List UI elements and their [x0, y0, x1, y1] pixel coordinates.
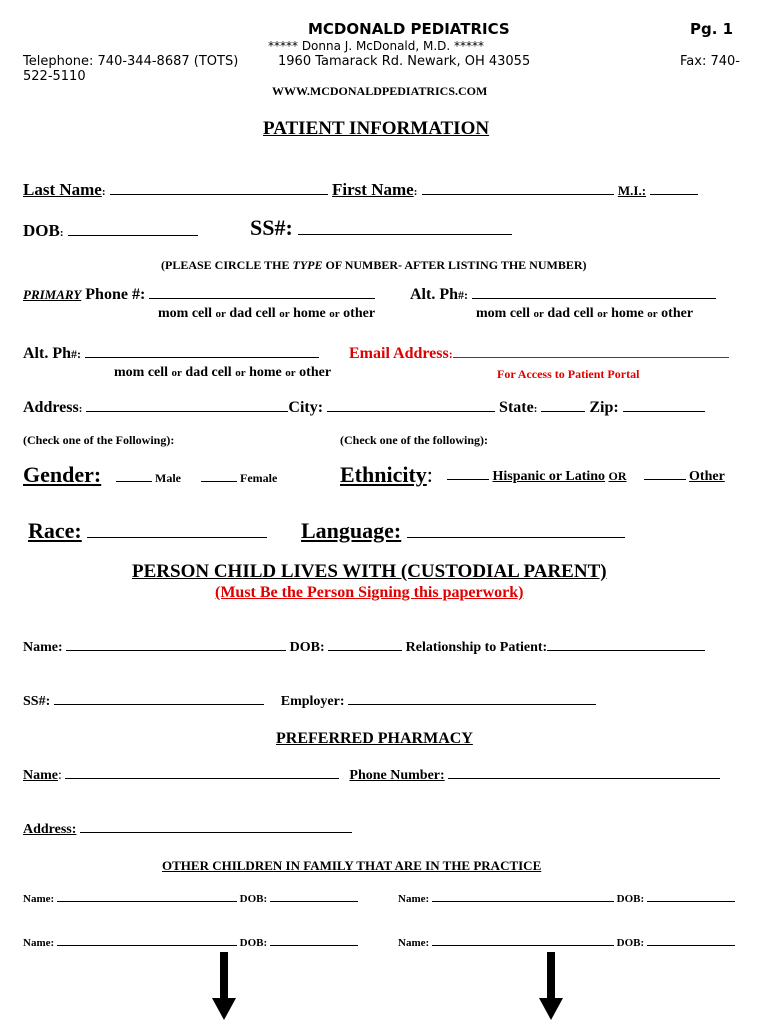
- down-arrow-icon: [539, 952, 563, 1022]
- ethnicity-group: Ethnicity:: [340, 462, 433, 487]
- city-label: City:: [288, 399, 324, 416]
- ss-group: [250, 215, 512, 241]
- email-note: For Access to Patient Portal: [497, 367, 640, 381]
- custodial-ss-field[interactable]: [54, 703, 264, 705]
- primary-phone-field[interactable]: [149, 297, 375, 299]
- other-ethnicity-checkbox[interactable]: [644, 478, 686, 480]
- gender-options: [116, 471, 277, 486]
- alt-phone-2-label: Alt. Ph: [23, 345, 71, 362]
- custodial-ss-row: [23, 694, 596, 710]
- pharmacy-address-field[interactable]: [80, 831, 352, 833]
- pharmacy-phone-field[interactable]: [448, 777, 720, 779]
- first-name-field[interactable]: [422, 193, 614, 195]
- child-2-dob-field[interactable]: [647, 900, 735, 902]
- hispanic-checkbox[interactable]: [447, 478, 489, 480]
- custodial-dob-label: DOB:: [289, 640, 325, 655]
- alt-phone-2-group: Alt. Ph#:: [23, 345, 319, 363]
- child-4-dob-field[interactable]: [647, 944, 735, 946]
- first-name-colon: :: [413, 186, 418, 198]
- race-label: Race:: [28, 518, 82, 543]
- child-2-row: [398, 893, 735, 905]
- dob-field[interactable]: [68, 234, 198, 236]
- pharmacy-name-field[interactable]: [65, 777, 339, 779]
- last-name-colon: :: [101, 186, 106, 198]
- pharmacy-address-label: Address:: [23, 822, 77, 837]
- address-label: Address: [23, 399, 79, 416]
- email-label: Email Address: [349, 345, 449, 362]
- custodial-dob-field[interactable]: [328, 649, 402, 651]
- primary-phone-types[interactable]: mom cell or dad cell or home or other: [158, 306, 376, 321]
- email-field[interactable]: [453, 356, 729, 358]
- alt-phone-1-group: Alt. Ph#:: [410, 286, 716, 304]
- state-label: State: [499, 399, 534, 416]
- child-2-name-field[interactable]: [432, 900, 614, 902]
- pharmacy-heading: PREFERRED PHARMACY: [276, 730, 473, 747]
- gender-label: Gender:: [23, 462, 102, 487]
- dob-label: DOB: [23, 221, 60, 240]
- alt-phone-2-field[interactable]: [85, 356, 319, 358]
- ethnicity-label: Ethnicity: [340, 462, 427, 487]
- ethnicity-options: [447, 469, 725, 485]
- male-checkbox[interactable]: [116, 480, 152, 482]
- alt-phone-label: Alt. Ph: [410, 286, 458, 303]
- language-group: [301, 518, 625, 544]
- zip-label: Zip:: [589, 399, 619, 416]
- fax: Fax: 740-: [680, 54, 740, 69]
- state-field[interactable]: [541, 410, 585, 412]
- child-name-label: Name:: [23, 937, 55, 949]
- practice-name: MCDONALD PEDIATRICS: [308, 20, 510, 38]
- last-name-row: [23, 180, 698, 200]
- language-field[interactable]: [407, 536, 625, 538]
- page-title: PATIENT INFORMATION: [263, 118, 490, 139]
- doctor-name: ***** Donna J. McDonald, M.D. *****: [268, 39, 485, 53]
- zip-field[interactable]: [623, 410, 705, 412]
- race-group: [28, 518, 267, 544]
- child-1-row: [23, 893, 358, 905]
- dob-colon: :: [59, 227, 64, 239]
- children-heading: OTHER CHILDREN IN FAMILY THAT ARE IN THE PRACTICE: [162, 858, 542, 873]
- gender-group: [23, 462, 101, 488]
- last-name-field[interactable]: [110, 193, 328, 195]
- mi-field[interactable]: [650, 193, 698, 195]
- ethnicity-instructions: (Check one of the following):: [340, 433, 488, 447]
- female-checkbox[interactable]: [201, 480, 237, 482]
- ss-field[interactable]: [298, 233, 512, 235]
- employer-label: Employer:: [280, 694, 345, 709]
- child-name-label: Name:: [23, 893, 55, 905]
- alt-phone-2-types[interactable]: mom cell or dad cell or home or other: [114, 365, 332, 380]
- practice-address: 1960 Tamarack Rd. Newark, OH 43055: [278, 54, 531, 69]
- male-label: Male: [155, 471, 181, 485]
- alt-phone-1-field[interactable]: [472, 297, 716, 299]
- first-name-label: First Name: [332, 180, 414, 199]
- city-field[interactable]: [327, 410, 495, 412]
- child-4-name-field[interactable]: [432, 944, 614, 946]
- website: WWW.MCDONALDPEDIATRICS.COM: [272, 84, 488, 98]
- child-dob-label: DOB:: [239, 937, 268, 949]
- child-dob-label: DOB:: [239, 893, 268, 905]
- child-3-name-field[interactable]: [57, 944, 237, 946]
- custodial-name-label: Name:: [23, 640, 63, 655]
- address-row: Address: City: State: Zip:: [23, 399, 705, 417]
- custodial-heading: PERSON CHILD LIVES WITH (CUSTODIAL PARENT): [132, 561, 607, 582]
- page-number: Pg. 1: [690, 20, 734, 38]
- child-name-label: Name:: [398, 893, 430, 905]
- primary-phone-group: [23, 286, 375, 304]
- hispanic-label: Hispanic or Latino: [492, 469, 606, 484]
- pharmacy-address-row: [23, 822, 352, 838]
- custodial-name-field[interactable]: [66, 649, 286, 651]
- custodial-name-row: [23, 640, 705, 656]
- race-field[interactable]: [87, 536, 267, 538]
- female-label: Female: [240, 471, 278, 485]
- child-1-name-field[interactable]: [57, 900, 237, 902]
- ss-label: SS#:: [250, 215, 293, 240]
- pharmacy-phone-label: Phone Number:: [349, 768, 445, 783]
- email-group: Email Address:: [349, 345, 729, 363]
- other-ethnicity-label: Other: [689, 469, 725, 484]
- or-label: OR: [608, 469, 627, 483]
- pharmacy-row: Name: Phone Number:: [23, 768, 720, 784]
- language-label: Language:: [301, 518, 402, 543]
- child-dob-label: DOB:: [616, 893, 645, 905]
- relationship-field[interactable]: [547, 649, 705, 651]
- primary-label: PRIMARY: [23, 287, 82, 302]
- employer-field[interactable]: [348, 703, 596, 705]
- custodial-ss-label: SS#:: [23, 694, 51, 709]
- down-arrow-icon: [212, 952, 236, 1022]
- dob-label-group: [23, 221, 198, 241]
- child-3-dob-field[interactable]: [270, 944, 358, 946]
- address-field[interactable]: [86, 410, 288, 412]
- telephone-continued: 522-5110: [23, 69, 86, 84]
- child-dob-label: DOB:: [616, 937, 645, 949]
- phone-label: Phone #:: [81, 286, 146, 303]
- custodial-subheading: (Must Be the Person Signing this paperwork): [215, 584, 524, 601]
- last-name-label: Last Name: [23, 180, 102, 199]
- circle-type-note: (PLEASE CIRCLE THE TYPE OF NUMBER- AFTER LISTING THE NUMBER): [161, 258, 587, 272]
- gender-instructions: (Check one of the Following):: [23, 433, 175, 447]
- child-1-dob-field[interactable]: [270, 900, 358, 902]
- child-3-row: [23, 937, 358, 949]
- pharmacy-name-label: Name: [23, 768, 58, 783]
- child-name-label: Name:: [398, 937, 430, 949]
- child-4-row: [398, 937, 735, 949]
- telephone: Telephone: 740-344-8687 (TOTS): [23, 54, 239, 69]
- relationship-label: Relationship to Patient:: [405, 640, 548, 655]
- alt-phone-1-types[interactable]: mom cell or dad cell or home or other: [476, 306, 694, 321]
- mi-label: M.I.:: [617, 183, 647, 198]
